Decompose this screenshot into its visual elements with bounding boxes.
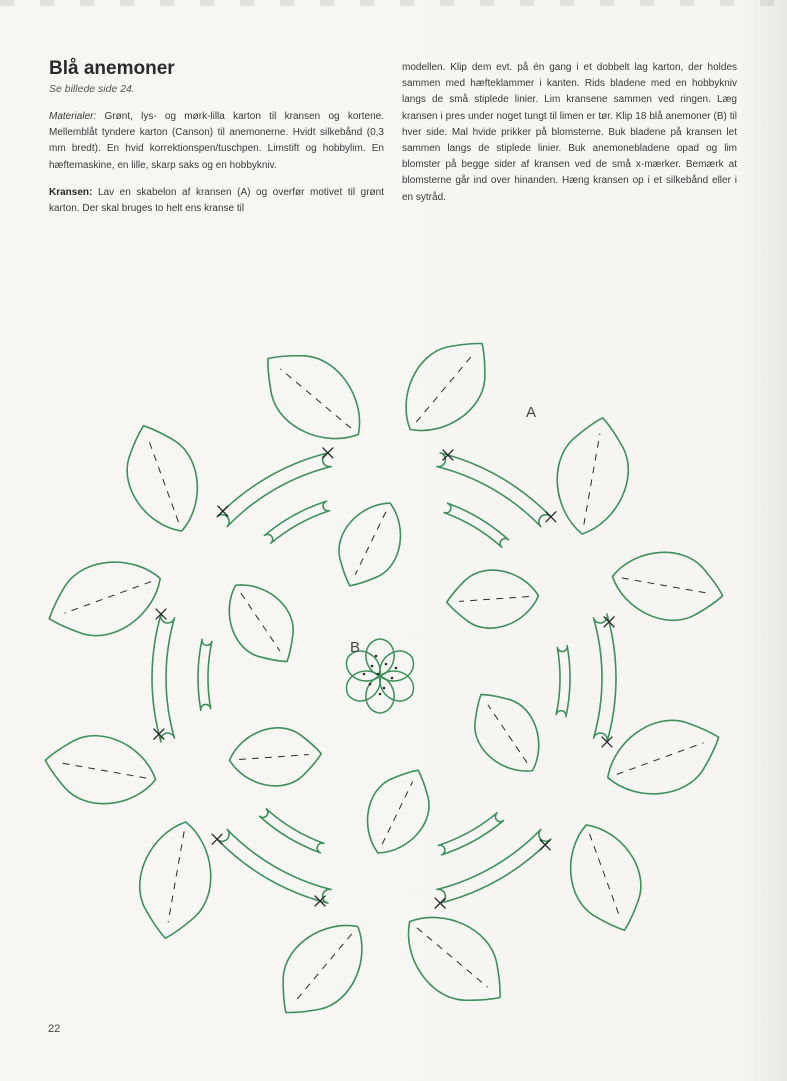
leaf-outline bbox=[352, 757, 444, 865]
leaf-outline bbox=[37, 545, 172, 651]
ring-inner-stem-2 bbox=[556, 646, 570, 717]
continued-paragraph: modellen. Klip dem evt. på én gang i et dobbelt lag karton, der holdes sammen med hæfteklammer i kanten. Rids bladene med en hobbykniv langs de små stiplede linier. Lim kransene sammen ved ringen. Læg kransen i pres under noget tungt til limen er tør. Klip 18 blå anemoner (B) til hver side. Mal hvide prikker på blomsterne. Buk bladene på kransen let sammen langs de stiplede linier. Buk anemonebladene opad og lim blomster på begge sider af kransen ved de små x-mærker. Bemærk at blomsterne går ind over hinanden. Hæng kransen op i et silkebånd eller i en sytråd. bbox=[402, 62, 737, 203]
ring-stem-3 bbox=[437, 829, 551, 903]
wreath-pattern-figure bbox=[0, 290, 787, 1060]
leaf-2-1 bbox=[548, 412, 638, 540]
wreath-text: Lav en skabelon af kransen (A) og overfør motivet til grønt karton. Der skal bruges to helt ens kranse til bbox=[49, 186, 384, 215]
leaf-outline bbox=[457, 678, 557, 787]
fold-line bbox=[149, 441, 179, 522]
anemone-dot-9 bbox=[379, 693, 382, 696]
fold-line bbox=[417, 356, 472, 422]
leaf-3-1 bbox=[596, 704, 731, 810]
anemone-dot-6 bbox=[377, 673, 380, 676]
leaf-outline bbox=[607, 543, 729, 629]
glue-x-mark-1-1 bbox=[323, 448, 333, 458]
article-title: Blå anemoner bbox=[49, 58, 175, 79]
anemone-dot-8 bbox=[363, 673, 366, 676]
text-column-right bbox=[402, 58, 737, 217]
leaf-4-1 bbox=[387, 895, 523, 1025]
ring-stem-5 bbox=[152, 614, 174, 742]
ring-inner-stem-1 bbox=[444, 503, 508, 547]
fold-line bbox=[382, 782, 412, 844]
wreath-label: Kransen: bbox=[49, 186, 93, 198]
anemone-dot-7 bbox=[395, 667, 398, 670]
anemone-dot-4 bbox=[383, 687, 386, 690]
glue-x-mark-4-1 bbox=[435, 898, 445, 908]
glue-x-mark-5-1 bbox=[212, 834, 222, 844]
ring-inner-stem-4 bbox=[260, 809, 324, 853]
fold-line bbox=[241, 594, 280, 651]
leaf-2-3 bbox=[445, 567, 541, 631]
template-label-a: A bbox=[526, 404, 537, 421]
leaf-4-2 bbox=[260, 905, 383, 1034]
page-number: 22 bbox=[48, 1023, 61, 1035]
fold-line bbox=[622, 578, 707, 593]
leaf-outline bbox=[245, 332, 381, 462]
scan-top-edge bbox=[0, 0, 787, 6]
fold-line bbox=[355, 512, 385, 574]
glue-x-mark-5-2 bbox=[154, 729, 164, 739]
materials-paragraph bbox=[49, 109, 384, 174]
fold-line bbox=[296, 934, 351, 1000]
leaf-1-3 bbox=[324, 490, 416, 598]
leaf-5-3 bbox=[227, 725, 323, 789]
leaf-outline bbox=[260, 905, 383, 1034]
fold-line bbox=[168, 832, 184, 922]
leaf-outline bbox=[112, 414, 213, 542]
ring-stem-1 bbox=[437, 453, 551, 527]
fold-line bbox=[584, 434, 600, 524]
fold-line bbox=[417, 928, 487, 987]
leaf-outline bbox=[445, 567, 541, 631]
materials-text: Grønt, lys- og mørk-lilla karton til kransen og kortene. Mellemblåt tyndere karton (Canson) til anemonerne. Hvidt silkebånd (0,3 mm bredt). En hvid korrektionspen/tuschpen. Limstift og hobbylim. En hæftemaskine, en lille, skarp saks og en hobbykniv. bbox=[49, 111, 384, 171]
leaf-outline bbox=[384, 322, 507, 451]
anemone-dot-10 bbox=[375, 655, 378, 658]
anemone-dot-5 bbox=[369, 683, 372, 686]
leaf-1-1 bbox=[245, 332, 381, 462]
text-column-left bbox=[49, 58, 384, 228]
leaf-outline bbox=[596, 704, 731, 810]
leaf-outline bbox=[131, 816, 221, 944]
leaf-3-2 bbox=[555, 813, 656, 941]
leaf-3-3 bbox=[457, 678, 557, 787]
materials-label: Materialer: bbox=[49, 111, 97, 122]
glue-x-mark-2-1 bbox=[546, 512, 556, 522]
anemone-dot-1 bbox=[371, 665, 374, 668]
leaf-6-1 bbox=[37, 545, 172, 651]
fold-line bbox=[590, 834, 620, 915]
leaf-outline bbox=[548, 412, 638, 540]
leaf-outline bbox=[387, 895, 523, 1025]
fold-line bbox=[488, 705, 527, 762]
ring-stem-4 bbox=[217, 829, 331, 903]
leaf-outline bbox=[212, 569, 312, 678]
anemone-dot-2 bbox=[385, 663, 388, 666]
article-subtitle: Se billede side 24. bbox=[49, 83, 135, 95]
wreath-paragraph bbox=[49, 185, 384, 217]
fold-line bbox=[65, 582, 151, 613]
fold-line bbox=[460, 597, 529, 602]
ring-stem-6 bbox=[217, 453, 331, 527]
leaf-outline bbox=[555, 813, 656, 941]
fold-line bbox=[281, 369, 351, 428]
glue-x-mark-2-2 bbox=[604, 617, 614, 627]
leaf-6-3 bbox=[212, 569, 312, 678]
leaf-outline bbox=[324, 490, 416, 598]
fold-line bbox=[61, 763, 146, 778]
ring-inner-stem-5 bbox=[198, 639, 212, 710]
anemone-dot-3 bbox=[391, 677, 394, 680]
fold-line bbox=[617, 743, 703, 774]
leaf-6-2 bbox=[112, 414, 213, 542]
leaf-4-3 bbox=[352, 757, 444, 865]
leaf-2-2 bbox=[607, 543, 729, 629]
ring-inner-stem-3 bbox=[438, 813, 503, 855]
ring-stem-2 bbox=[594, 614, 616, 742]
ring-inner-stem-6 bbox=[264, 501, 329, 543]
leaf-5-2 bbox=[39, 727, 161, 813]
leaf-outline bbox=[227, 725, 323, 789]
template-label-b: B bbox=[350, 639, 361, 656]
leaf-5-1 bbox=[131, 816, 221, 944]
leaf-1-2 bbox=[384, 322, 507, 451]
fold-line bbox=[239, 755, 308, 760]
leaf-outline bbox=[39, 727, 161, 813]
